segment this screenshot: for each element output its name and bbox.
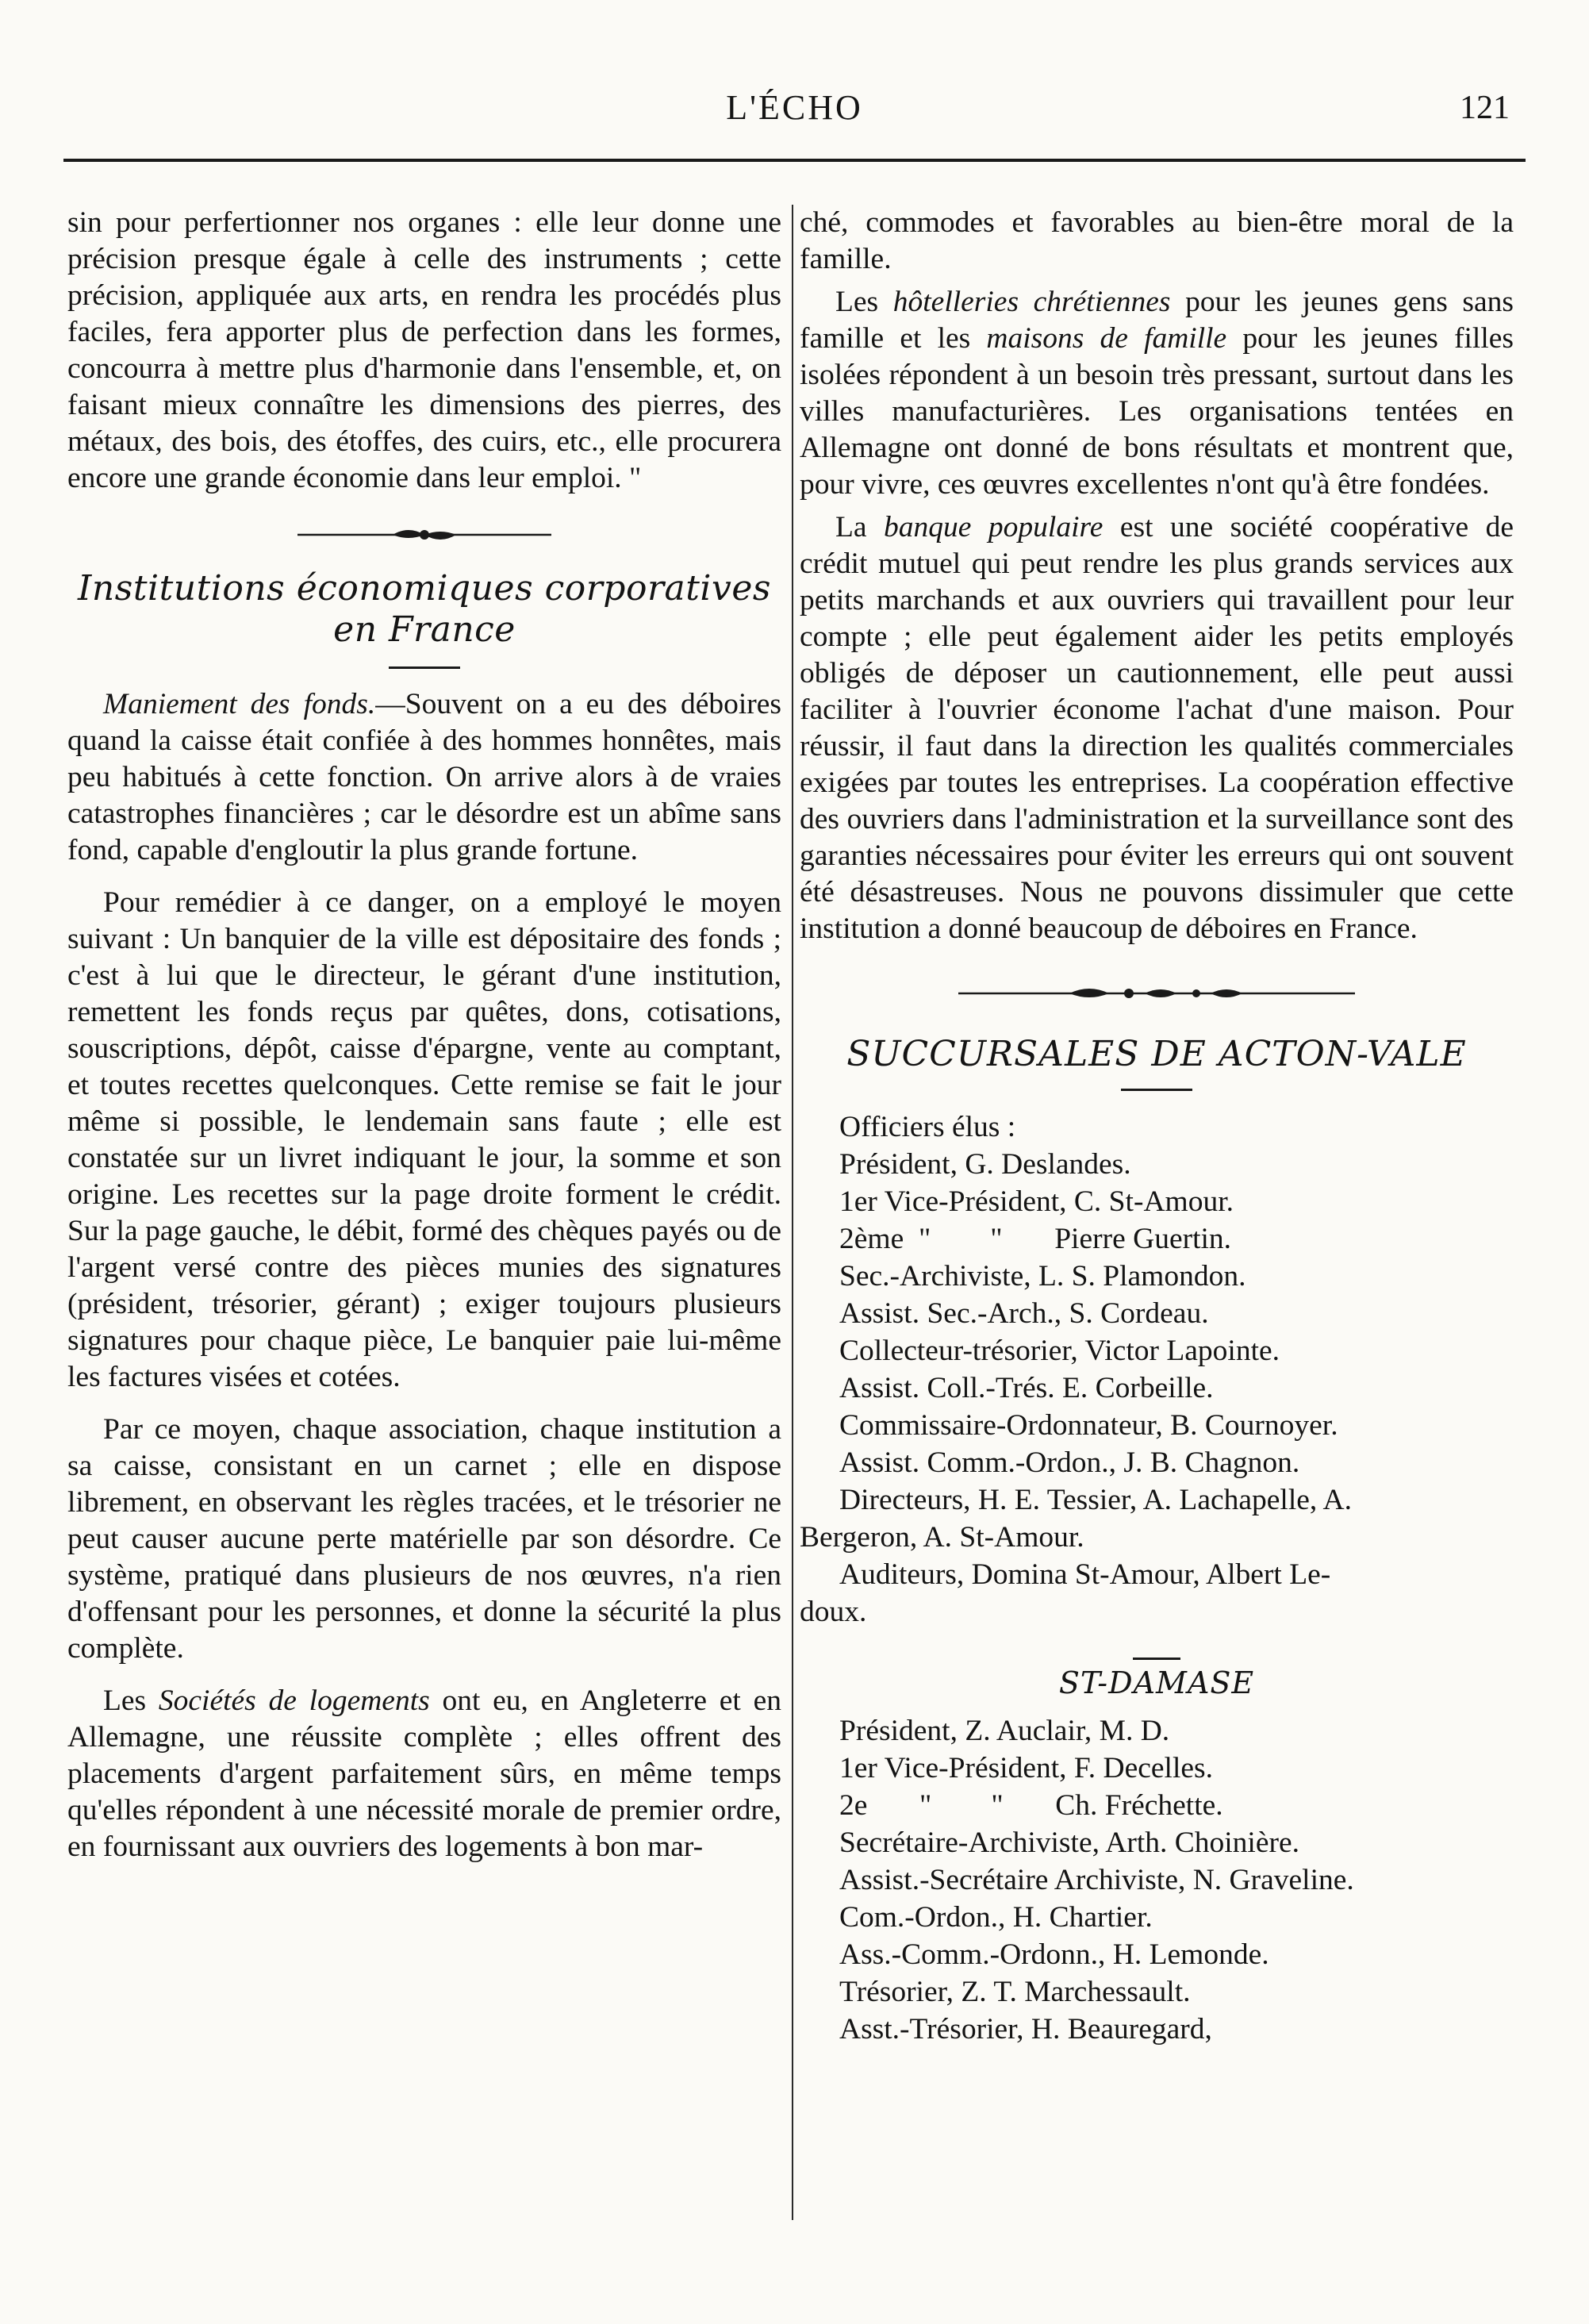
paragraph-text: pour les jeunes gens sans famille et les	[800, 286, 1514, 355]
list-item: 2ème " " Pierre Guertin.	[839, 1223, 1232, 1255]
paragraph: Par ce moyen, chaque association, chaque institution a sa caisse, consistant en un carnet ; elle en dispose librement, en observant les règles tracées, et le trésorier ne peut causer aucune perte matérielle par son désordre. Ce système, pratiqué dans plusieurs de nos œuvres, n'a rien d'offensant pour les personnes, et donne la sécurité la plus complète.	[67, 1413, 781, 1665]
list-item: Assist. Sec.-Arch., S. Cordeau.	[839, 1297, 1209, 1330]
list-item: Assist.-Secrétaire Archiviste, N. Graveline.	[839, 1864, 1354, 1896]
title-rule	[1133, 1658, 1180, 1660]
list-item-continuation: doux.	[800, 1596, 867, 1628]
list-item: Asst.-Trésorier, H. Beauregard,	[839, 2013, 1212, 2046]
paragraph	[800, 509, 1514, 947]
page-header	[71, 87, 1518, 151]
list-item: 2e " " Ch. Fréchette.	[839, 1789, 1223, 1822]
paragraph-text: Les	[835, 286, 893, 318]
paragraph: sin pour perfertionner nos organes : elle leur donne une précision presque égale à celle des instruments ; cette précision, appliquée aux arts, en rendra les procédés plus faciles, fera apporter plus de perfection dans les formes, concourra à mettre plus d'harmonie dans l'ensemble, et, on faisant mieux connaître les dimensions des pierres, des métaux, des bois, des étoffes, des cuirs, etc., elle procurera encore une grande économie dans leur emploi. "	[67, 206, 781, 494]
section-title-line: Institutions économiques corporatives	[78, 568, 771, 609]
right-column	[800, 205, 1514, 2048]
damase-officers-list	[800, 1712, 1514, 2048]
paragraph	[67, 1683, 781, 1865]
paragraph-text: ont eu, en Angleterre et en Allemagne, une réussite complète ; elles offrent des placements d'argent parfaitement sûrs, en même temps qu'elles répondent à une nécessité morale de premier ordre, en fournissant aux ouvriers des logements à bon mar-	[67, 1684, 781, 1863]
title-rule	[1121, 1089, 1192, 1091]
paragraph-text: Les	[103, 1684, 159, 1717]
paragraph-text: pour les jeunes filles isolées répondent à un besoin très pressant, surtout dans les villes manufacturières. Les organisations tentées en Allemagne ont donné de bons résultats et montrent que, pour vivre, ces œuvres excellentes n'ont qu'à être fondées.	[800, 322, 1514, 501]
italic-term: banque populaire	[884, 511, 1103, 544]
list-item: Président, G. Deslandes.	[839, 1148, 1131, 1181]
title-rule	[389, 666, 460, 669]
st-damase-title: ST-DAMASE	[1058, 1665, 1255, 1700]
italic-term: maisons de famille	[986, 322, 1227, 355]
paragraph-text: —Souvent on a eu des déboires quand la caisse était confiée à des hommes honnêtes, mais peu habitués à cette fonction. On arrive alors à de vraies catastrophes financières ; car le désordre est un abîme sans fond, capable d'engloutir la plus grande fortune.	[67, 688, 781, 866]
ornament-divider	[800, 979, 1514, 1008]
section-title-line: en France	[333, 609, 516, 650]
list-item: Collecteur-trésorier, Victor Lapointe.	[839, 1335, 1280, 1367]
list-item: Secrétaire-Archiviste, Arth. Choinière.	[839, 1827, 1300, 1859]
list-item: Assist. Coll.-Trés. E. Corbeille.	[839, 1372, 1214, 1404]
list-item: Sec.-Archiviste, L. S. Plamondon.	[839, 1260, 1246, 1293]
list-item: Trésorier, Z. T. Marchessault.	[839, 1976, 1191, 2008]
running-title: L'ÉCHO	[726, 88, 863, 127]
list-item: Com.-Ordon., H. Chartier.	[839, 1901, 1153, 1934]
list-item: Directeurs, H. E. Tessier, A. Lachapelle, A.	[839, 1484, 1353, 1516]
paragraph-text: est une société coopérative de crédit mutuel qui peut rendre les plus grands services aux petits marchands et aux ouvriers qui travaillent pour leur compte ; elle peut également aider les petits employés obligés de déposer un cautionnement, elle peut aussi faciliter à l'ouvrier économe l'achat d'une maison. Pour réussir, il faut dans la direction les qualités commerciales exigées par toutes les entreprises. La coopération effective des ouvriers dans l'administration et la surveillance sont des garanties nécessaires pour éviter les erreurs qui ont souvent été désastreuses. Nous ne pouvons dissimuler que cette institution a donné beaucoup de déboires en France.	[800, 511, 1514, 945]
list-item: 1er Vice-Président, F. Decelles.	[839, 1752, 1213, 1784]
italic-lead: Maniement des fonds.	[103, 688, 376, 720]
list-item-continuation: Bergeron, A. St-Amour.	[800, 1521, 1084, 1554]
italic-term: hôtelleries chrétiennes	[892, 286, 1171, 318]
paragraph: Pour remédier à ce danger, on a employé le moyen suivant : Un banquier de la ville est dépositaire des fonds ; c'est à lui que le directeur, le gérant d'une institution, remettent les fonds reçus par quêtes, dons, cotisations, souscriptions, dépôt, caisse d'épargne, vente au comptant, et toutes recettes quelconques. Cette remise se fait le jour même si possible, le lendemain sans faute ; elle est constatée sur un livret indiquant le jour, la somme et son origine. Les recettes sur la page droite forment le crédit. Sur la page gauche, le débit, formé des chèques payés ou de l'argent versé contre des pièces munies des signatures (président, trésorier, gérant) ; exiger toujours plusieurs signatures pour chaque pièce, Le banquier paie lui-même les factures visées et cotées.	[67, 886, 781, 1393]
page-number: 121	[1460, 90, 1510, 126]
paragraph	[800, 284, 1514, 503]
list-item: Assist. Comm.-Ordon., J. B. Chagnon.	[839, 1446, 1300, 1479]
list-item: Commissaire-Ordonnateur, B. Cournoyer.	[839, 1409, 1338, 1442]
paragraph: ché, commodes et favorables au bien-être moral de la famille.	[800, 206, 1514, 275]
list-item: Officiers élus :	[839, 1111, 1016, 1143]
section-title	[67, 568, 781, 651]
left-column	[67, 205, 781, 1865]
succursales-title: SUCCURSALES DE ACTON-VALE	[846, 1034, 1467, 1074]
paragraph	[67, 686, 781, 869]
italic-term: Sociétés de logements	[158, 1684, 430, 1717]
list-item: Auditeurs, Domina St-Amour, Albert Le-	[839, 1558, 1331, 1591]
list-item: Président, Z. Auclair, M. D.	[839, 1715, 1170, 1747]
paragraph-text: La	[835, 511, 885, 544]
acton-officers-list	[800, 1108, 1514, 1631]
ornament-divider	[67, 520, 781, 549]
column-divider	[792, 205, 793, 2220]
list-item: 1er Vice-Président, C. St-Amour.	[839, 1185, 1234, 1218]
list-item: Ass.-Comm.-Ordonn., H. Lemonde.	[839, 1938, 1269, 1971]
header-rule	[63, 159, 1526, 162]
